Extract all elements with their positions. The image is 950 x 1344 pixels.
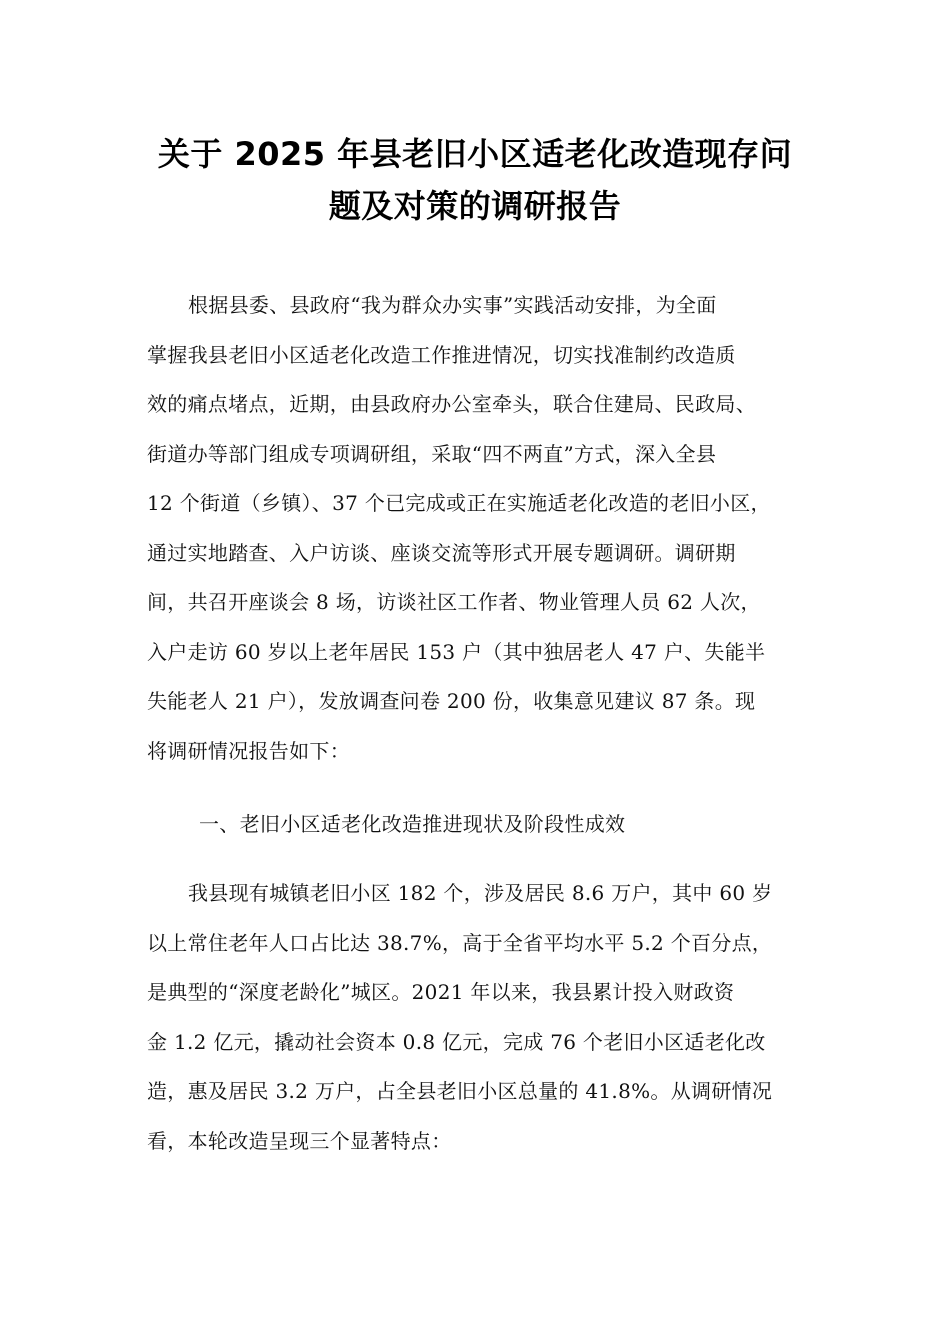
paragraph-line: 将调研情况报告如下：: [147, 738, 350, 763]
paragraph-line: 根据县委、县政府“我为群众办实事”实践活动安排，为全面: [188, 293, 717, 317]
paragraph-line: 入户走访 60 岁以上老年居民 153 户（其中独居老人 47 户、失能半: [147, 639, 766, 664]
section-heading: [147, 800, 827, 850]
paragraph-line: 金 1.2 亿元，撬动社会资本 0.8 亿元，完成 76 个老旧小区适老化改: [147, 1029, 766, 1054]
section-heading-text: 一、老旧小区适老化改造推进现状及阶段性成效: [199, 812, 626, 836]
status-paragraph: [147, 869, 827, 1166]
title-line: 关于 2025 年县老旧小区适老化改造现存问: [157, 135, 793, 173]
paragraph-line: 是典型的“深度老龄化”城区。2021 年以来，我县累计投入财政资: [147, 980, 735, 1004]
paragraph-line: 通过实地踏查、入户访谈、座谈交流等形式开展专题调研。调研期: [147, 540, 736, 565]
paragraph-line: 造，惠及居民 3.2 万户，占全县老旧小区总量的 41.8%。从调研情况: [147, 1079, 773, 1103]
paragraph-line: 12 个街道（乡镇）、37 个已完成或正在实施适老化改造的老旧小区，: [147, 491, 771, 515]
intro-paragraph: [147, 281, 827, 776]
paragraph-line: 间，共召开座谈会 8 场，访谈社区工作者、物业管理人员 62 人次，: [147, 590, 761, 614]
title-line: 题及对策的调研报告: [328, 187, 622, 225]
paragraph-line: 我县现有城镇老旧小区 182 个，涉及居民 8.6 万户，其中 60 岁: [188, 881, 773, 905]
paragraph-line: 看，本轮改造呈现三个显著特点：: [147, 1128, 452, 1153]
paragraph-line: 掌握我县老旧小区适老化改造工作推进情况，切实找准制约改造质: [147, 342, 736, 367]
paragraph-line: 以上常住老年人口占比达 38.7%，高于全省平均水平 5.2 个百分点，: [147, 930, 773, 955]
paragraph-line: 失能老人 21 户），发放调查问卷 200 份，收集意见建议 87 条。现: [147, 689, 756, 713]
document-title: [120, 128, 830, 232]
paragraph-line: 效的痛点堵点，近期，由县政府办公室牵头，联合住建局、民政局、: [147, 392, 756, 416]
paragraph-line: 街道办等部门组成专项调研组，采取“四不两直”方式，深入全县: [147, 441, 717, 466]
